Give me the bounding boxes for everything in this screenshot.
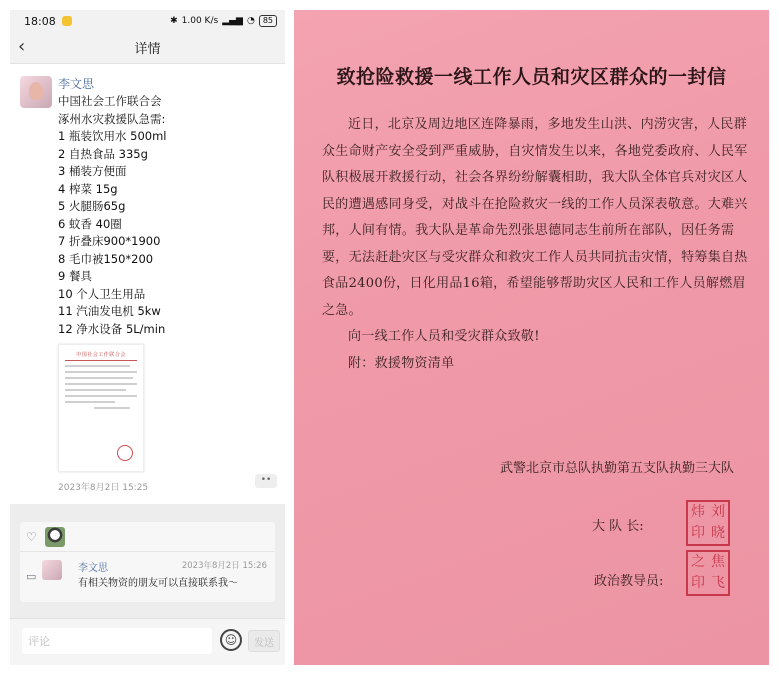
interaction-panel [20, 522, 275, 602]
post-line: 9 餐具 [58, 269, 92, 283]
battery-indicator: 85 [259, 15, 277, 27]
heart-icon: ♡ [26, 529, 37, 544]
post-line: 4 榨菜 15g [58, 181, 118, 196]
send-button[interactable]: 发送 [248, 630, 280, 652]
letter-greeting: 向一线工作人员和受灾群众致敬! [348, 329, 540, 344]
letter-paragraph: 近日，北京及周边地区连降暴雨，多地发生山洪、内涝灾害，人民群众生命财产安全受到严重威胁，自灾情发生以来，各地党委政府、人民军队积极展开救援行动，社会各界纷纷解囊相助，我大队全体官兵对灾区人民的遭遇感同身受，对战斗在抢险救灾一线的工作人员深表敬意。大难兴邦，人间有情。我大队是革命先烈张思德同志生前所在部队，因任务需要，无法赶赴灾区与受灾群众和救灾工作人员共同抗击灾情，特筹集自热食品2400份，日化用品16箱，希望能够帮助灾区人民和工作人员解燃眉之急。 [322, 117, 748, 318]
captain-seal: 炜 刘 印 晓 [686, 500, 730, 546]
instructor-seal: 之 焦 印 飞 [686, 550, 730, 596]
comment-time: 2023年8月2日 15:26 [181, 561, 267, 571]
post-line: 3 桶装方便面 [58, 164, 127, 178]
wifi-icon: ◔ [246, 16, 255, 26]
post-line: 中国社会工作联合会 [58, 94, 162, 108]
post-line: 2 自热食品 335g [58, 146, 148, 161]
post-line: 1 瓶装饮用水 500ml [58, 129, 167, 143]
post-body [58, 76, 275, 472]
chevron-left-icon[interactable]: ‹ [18, 36, 26, 57]
author-name[interactable]: 李文思 [58, 77, 95, 91]
thumbnail-header: 中国社会工作联合会 [65, 351, 137, 361]
bluetooth-icon: ✱ [170, 16, 178, 26]
status-bar [10, 10, 285, 32]
signal-icon: ▂▄▆ [222, 16, 243, 26]
author-avatar[interactable] [20, 76, 52, 108]
comment-item[interactable] [20, 552, 275, 602]
likes-row [20, 522, 275, 552]
seal-icon [117, 445, 133, 461]
status-time: 18:08 [24, 14, 56, 28]
signing-unit: 武警北京市总队执勤第五支队执勤三大队 [499, 461, 734, 476]
post-line: 6 蚊香 40圈 [58, 216, 122, 231]
post-line: 8 毛巾被150*200 [58, 251, 154, 266]
app-notification-icon [62, 16, 72, 26]
phone-screenshot [10, 10, 285, 665]
commenter-avatar[interactable] [42, 560, 62, 580]
title-bar [10, 32, 285, 64]
document-image-thumbnail[interactable] [58, 344, 144, 472]
moment-post [10, 64, 285, 504]
post-line: 12 净水设备 5L/min [58, 321, 166, 336]
instructor-label: 政治教导员: [594, 574, 664, 589]
liker-avatar[interactable] [45, 527, 65, 547]
post-line: 10 个人卫生用品 [58, 286, 146, 301]
post-line: 涿州水灾救援队急需: [58, 111, 166, 126]
commenter-name[interactable]: 李文思 [78, 563, 108, 574]
post-timestamp: 2023年8月2日 15:25 [58, 483, 149, 493]
network-speed: 1.00 K/s [181, 16, 219, 26]
letter-attachment: 附：救援物资清单 [348, 355, 455, 371]
letter-title: 致抢险救援一线工作人员和灾区群众的一封信 [336, 66, 727, 88]
comment-input[interactable] [22, 628, 212, 654]
comment-icon: ▭ [26, 570, 37, 583]
emoji-icon[interactable]: ☺ [220, 629, 242, 651]
post-line: 5 火腿肠65g [58, 199, 126, 213]
comment-text: 有相关物资的朋友可以直接联系我～ [78, 578, 238, 589]
post-line: 7 折叠床900*1900 [58, 234, 161, 248]
more-options-button[interactable]: •• [255, 474, 277, 488]
letter-body [322, 112, 752, 377]
captain-label: 大 队 长: [592, 519, 644, 534]
post-line: 11 汽油发电机 5kw [58, 304, 161, 318]
letter-photo [294, 10, 769, 665]
page-title: 详情 [134, 42, 161, 57]
post-text [58, 93, 275, 338]
comment-input-bar [10, 618, 285, 665]
